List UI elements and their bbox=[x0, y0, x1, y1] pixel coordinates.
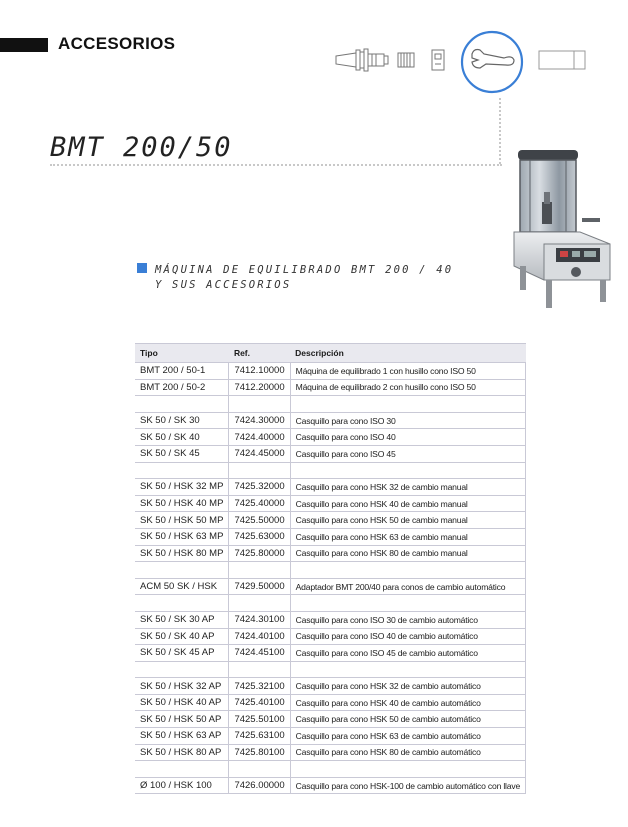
table-body bbox=[135, 363, 526, 794]
cell-tipo bbox=[135, 595, 229, 612]
table-row bbox=[135, 479, 526, 496]
cell-descripcion: Casquillo para cono HSK 63 de cambio automático bbox=[290, 728, 525, 745]
cell-descripcion: Casquillo para cono ISO 30 de cambio automático bbox=[290, 611, 525, 628]
table-row bbox=[135, 363, 526, 380]
cell-tipo: SK 50 / SK 40 bbox=[135, 429, 229, 446]
table-row bbox=[135, 761, 526, 778]
table-row bbox=[135, 661, 526, 678]
cell-tipo: SK 50 / HSK 80 MP bbox=[135, 545, 229, 562]
cell-tipo: SK 50 / HSK 40 AP bbox=[135, 694, 229, 711]
cell-descripcion: Casquillo para cono HSK 80 de cambio manual bbox=[290, 545, 525, 562]
table-row bbox=[135, 578, 526, 595]
cell-descripcion: Casquillo para cono HSK 32 de cambio manual bbox=[290, 479, 525, 496]
cell-ref: 7425.50100 bbox=[229, 711, 290, 728]
collet-icon bbox=[396, 50, 416, 70]
wrench-icon bbox=[460, 28, 524, 96]
cell-descripcion: Casquillo para cono HSK 40 de cambio manual bbox=[290, 495, 525, 512]
accessories-table bbox=[135, 343, 526, 794]
cell-ref: 7424.45000 bbox=[229, 445, 290, 462]
cell-tipo bbox=[135, 761, 229, 778]
cell-descripcion bbox=[290, 661, 525, 678]
cell-descripcion: Casquillo para cono HSK 80 de cambio automático bbox=[290, 744, 525, 761]
cell-tipo: SK 50 / HSK 50 AP bbox=[135, 711, 229, 728]
table-row bbox=[135, 445, 526, 462]
cell-ref: 7426.00000 bbox=[229, 777, 290, 794]
table-row bbox=[135, 412, 526, 429]
cell-descripcion: Casquillo para cono ISO 45 bbox=[290, 445, 525, 462]
cell-ref: 7429.50000 bbox=[229, 578, 290, 595]
cell-ref bbox=[229, 595, 290, 612]
balancing-machine-icon bbox=[510, 148, 614, 310]
cell-tipo: SK 50 / HSK 80 AP bbox=[135, 744, 229, 761]
cell-ref: 7424.40100 bbox=[229, 628, 290, 645]
cell-ref bbox=[229, 396, 290, 413]
subtitle-line-2: Y SUS ACCESORIOS bbox=[155, 279, 292, 291]
cell-ref: 7425.40000 bbox=[229, 495, 290, 512]
table-row bbox=[135, 711, 526, 728]
sleeve-icon bbox=[538, 48, 588, 72]
cell-ref: 7425.80000 bbox=[229, 545, 290, 562]
cell-ref: 7425.32100 bbox=[229, 678, 290, 695]
column-header-tipo: Tipo bbox=[135, 344, 229, 363]
cell-tipo: BMT 200 / 50-1 bbox=[135, 363, 229, 380]
cell-tipo: SK 50 / HSK 63 MP bbox=[135, 528, 229, 545]
cell-descripcion: Casquillo para cono HSK 40 de cambio automático bbox=[290, 694, 525, 711]
table-row bbox=[135, 728, 526, 745]
column-header-descripcion: Descripción bbox=[290, 344, 525, 363]
table-row bbox=[135, 645, 526, 662]
cell-ref bbox=[229, 661, 290, 678]
cell-tipo: SK 50 / SK 45 bbox=[135, 445, 229, 462]
cell-tipo: BMT 200 / 50-2 bbox=[135, 379, 229, 396]
table-row bbox=[135, 429, 526, 446]
cell-ref: 7425.80100 bbox=[229, 744, 290, 761]
cell-descripcion: Máquina de equilibrado 1 con husillo cono ISO 50 bbox=[290, 363, 525, 380]
cell-tipo bbox=[135, 396, 229, 413]
cell-tipo: SK 50 / SK 30 bbox=[135, 412, 229, 429]
section-title: ACCESORIOS bbox=[58, 34, 176, 53]
cell-tipo: ACM 50 SK / HSK bbox=[135, 578, 229, 595]
table-row bbox=[135, 777, 526, 794]
cell-descripcion: Casquillo para cono HSK-100 de cambio automático con llave bbox=[290, 777, 525, 794]
product-title: BMT 200/50 bbox=[50, 132, 233, 163]
cell-descripcion: Casquillo para cono ISO 30 bbox=[290, 412, 525, 429]
cell-tipo bbox=[135, 462, 229, 479]
cell-ref: 7412.20000 bbox=[229, 379, 290, 396]
cell-descripcion bbox=[290, 761, 525, 778]
adapter-icon bbox=[430, 48, 446, 72]
dotted-divider bbox=[50, 164, 502, 166]
bullet-square bbox=[137, 263, 147, 273]
tool-holder-icon bbox=[334, 46, 390, 74]
cell-descripcion: Casquillo para cono ISO 40 bbox=[290, 429, 525, 446]
cell-descripcion: Adaptador BMT 200/40 para conos de cambio automático bbox=[290, 578, 525, 595]
cell-ref: 7425.63100 bbox=[229, 728, 290, 745]
table-row bbox=[135, 379, 526, 396]
cell-ref: 7424.45100 bbox=[229, 645, 290, 662]
cell-ref: 7425.40100 bbox=[229, 694, 290, 711]
table-row bbox=[135, 495, 526, 512]
table-row bbox=[135, 512, 526, 529]
cell-tipo: SK 50 / SK 40 AP bbox=[135, 628, 229, 645]
cell-ref: 7425.63000 bbox=[229, 528, 290, 545]
cell-tipo: SK 50 / SK 30 AP bbox=[135, 611, 229, 628]
cell-tipo bbox=[135, 562, 229, 579]
dotted-divider-vertical bbox=[499, 98, 501, 164]
cell-tipo bbox=[135, 661, 229, 678]
section-marker-bar bbox=[0, 38, 48, 52]
cell-descripcion: Máquina de equilibrado 2 con husillo cono ISO 50 bbox=[290, 379, 525, 396]
cell-descripcion: Casquillo para cono ISO 40 de cambio automático bbox=[290, 628, 525, 645]
cell-ref: 7424.30100 bbox=[229, 611, 290, 628]
cell-descripcion bbox=[290, 396, 525, 413]
cell-ref: 7425.50000 bbox=[229, 512, 290, 529]
cell-descripcion: Casquillo para cono HSK 50 de cambio manual bbox=[290, 512, 525, 529]
cell-descripcion bbox=[290, 562, 525, 579]
cell-tipo: SK 50 / SK 45 AP bbox=[135, 645, 229, 662]
cell-tipo: SK 50 / HSK 63 AP bbox=[135, 728, 229, 745]
cell-descripcion bbox=[290, 595, 525, 612]
cell-tipo: SK 50 / HSK 40 MP bbox=[135, 495, 229, 512]
cell-ref: 7425.32000 bbox=[229, 479, 290, 496]
table-row bbox=[135, 628, 526, 645]
subtitle-line-1: MÁQUINA DE EQUILIBRADO BMT 200 / 40 bbox=[155, 264, 454, 276]
cell-ref bbox=[229, 562, 290, 579]
accessory-icons-strip bbox=[330, 28, 590, 98]
table-header-row bbox=[135, 344, 526, 363]
table-row bbox=[135, 562, 526, 579]
table-row bbox=[135, 462, 526, 479]
cell-tipo: Ø 100 / HSK 100 bbox=[135, 777, 229, 794]
cell-descripcion: Casquillo para cono HSK 50 de cambio automático bbox=[290, 711, 525, 728]
table-row bbox=[135, 545, 526, 562]
cell-descripcion: Casquillo para cono HSK 63 de cambio manual bbox=[290, 528, 525, 545]
cell-ref bbox=[229, 462, 290, 479]
table-row bbox=[135, 611, 526, 628]
table-row bbox=[135, 396, 526, 413]
column-header-ref: Ref. bbox=[229, 344, 290, 363]
cell-tipo: SK 50 / HSK 32 MP bbox=[135, 479, 229, 496]
cell-ref: 7424.40000 bbox=[229, 429, 290, 446]
table-row bbox=[135, 744, 526, 761]
cell-descripcion: Casquillo para cono HSK 32 de cambio automático bbox=[290, 678, 525, 695]
table-row bbox=[135, 595, 526, 612]
cell-ref bbox=[229, 761, 290, 778]
cell-tipo: SK 50 / HSK 32 AP bbox=[135, 678, 229, 695]
cell-tipo: SK 50 / HSK 50 MP bbox=[135, 512, 229, 529]
cell-ref: 7424.30000 bbox=[229, 412, 290, 429]
product-subtitle bbox=[155, 263, 453, 293]
cell-descripcion: Casquillo para cono ISO 45 de cambio automático bbox=[290, 645, 525, 662]
cell-descripcion bbox=[290, 462, 525, 479]
table-row bbox=[135, 694, 526, 711]
cell-ref: 7412.10000 bbox=[229, 363, 290, 380]
table-row bbox=[135, 678, 526, 695]
table-row bbox=[135, 528, 526, 545]
